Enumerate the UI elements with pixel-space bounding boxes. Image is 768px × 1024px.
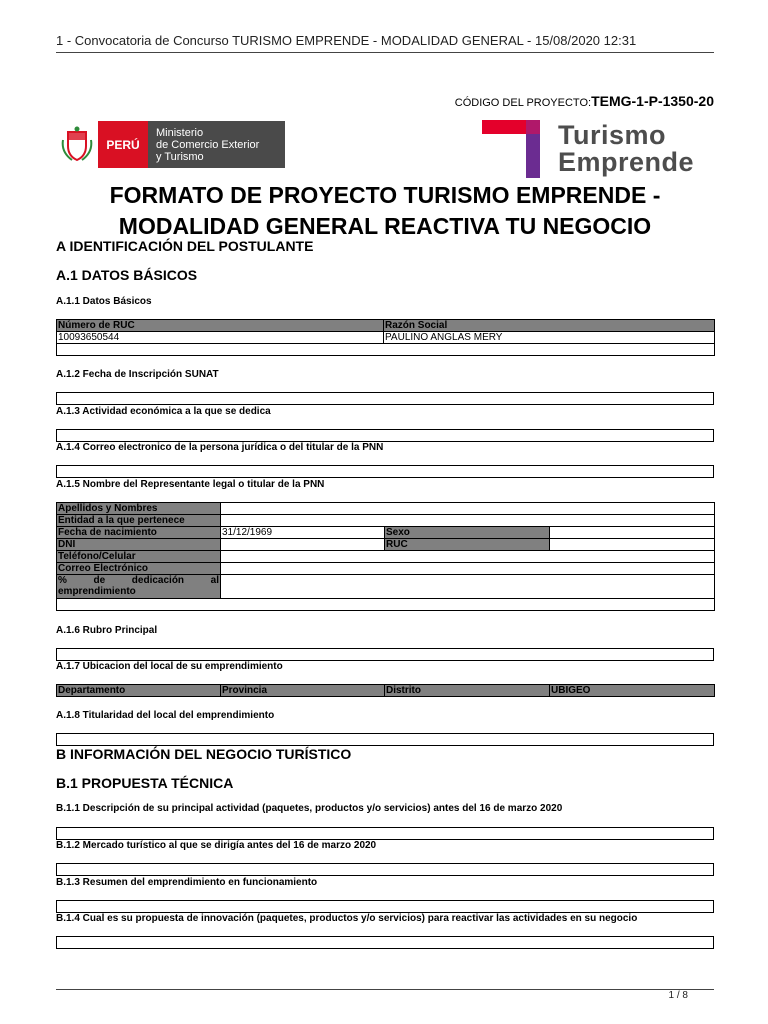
- a15-label: A.1.5 Nombre del Representante legal o titular de la PNN: [56, 479, 325, 490]
- a17-label: A.1.7 Ubicacion del local de su emprendimiento: [56, 661, 283, 672]
- ministry-label: Ministerio de Comercio Exterior y Turismo: [156, 126, 260, 163]
- a12-label: A.1.2 Fecha de Inscripción SUNAT: [56, 369, 219, 380]
- a17-table: [56, 684, 715, 697]
- rep-ruc-header: RUC: [385, 539, 550, 551]
- telefono-header: Teléfono/Celular: [57, 551, 221, 563]
- a14-label: A.1.4 Correo electronico de la persona jurídica o del titular de la PNN: [56, 442, 384, 453]
- page-header: 1 - Convocatoria de Concurso TURISMO EMPRENDE - MODALIDAD GENERAL - 15/08/2020 12:31: [56, 33, 637, 48]
- ruc-value: 10093650544: [57, 332, 384, 344]
- correo-value: [221, 563, 715, 575]
- te-logo-line1: Turismo: [558, 120, 667, 150]
- b12-label: B.1.2 Mercado turístico al que se dirigía antes del 16 de marzo 2020: [56, 840, 377, 851]
- project-code-value: TEMG-1-P-1350-20: [591, 93, 714, 109]
- entidad-header: Entidad a la que pertenece: [57, 515, 221, 527]
- peru-coat-of-arms-icon: [56, 121, 98, 168]
- b13-field: [56, 900, 714, 913]
- te-logo-line2: Emprende: [558, 147, 695, 177]
- empty-row: [57, 344, 715, 356]
- document-title: [56, 180, 714, 242]
- section-b1-heading: B.1 PROPUESTA TÉCNICA: [56, 775, 234, 791]
- section-a-heading: A IDENTIFICACIÓN DEL POSTULANTE: [56, 238, 314, 254]
- a15-table: [56, 502, 715, 611]
- page-number: 1 / 8: [668, 990, 688, 1001]
- a13-field: [56, 429, 714, 442]
- a13-label: A.1.3 Actividad económica a la que se dedica: [56, 406, 271, 417]
- a11-label: A.1.1 Datos Básicos: [56, 296, 152, 307]
- dedicacion-value: [221, 575, 715, 599]
- a11-table: [56, 319, 715, 356]
- apellidos-value: [221, 503, 715, 515]
- dedicacion-header: % de dedicación al emprendimiento: [58, 575, 219, 597]
- apellidos-header: Apellidos y Nombres: [57, 503, 221, 515]
- section-a1-heading: A.1 DATOS BÁSICOS: [56, 267, 198, 283]
- dni-header: DNI: [57, 539, 221, 551]
- entidad-value: [221, 515, 715, 527]
- sexo-value: [550, 527, 715, 539]
- title-line-1: FORMATO DE PROYECTO TURISMO EMPRENDE -: [109, 182, 661, 208]
- ruc-header: Número de RUC: [57, 320, 384, 332]
- empty-row: [57, 599, 715, 611]
- a18-field: [56, 733, 714, 746]
- ubigeo-header: UBIGEO: [550, 685, 715, 697]
- mincetur-logo: [56, 121, 285, 168]
- razon-social-header: Razón Social: [384, 320, 715, 332]
- a14-field: [56, 465, 714, 478]
- provincia-header: Provincia: [221, 685, 385, 697]
- b13-label: B.1.3 Resumen del emprendimiento en funcionamiento: [56, 877, 318, 888]
- project-code-label: CÓDIGO DEL PROYECTO:: [454, 97, 592, 109]
- departamento-header: Departamento: [57, 685, 221, 697]
- fecha-nacimiento-header: Fecha de nacimiento: [57, 527, 221, 539]
- correo-header: Correo Electrónico: [57, 563, 221, 575]
- fecha-nacimiento-value: 31/12/1969: [221, 527, 385, 539]
- project-code: [455, 93, 714, 109]
- header-rule: [56, 52, 714, 53]
- a18-label: A.1.8 Titularidad del local del emprendimiento: [56, 710, 275, 721]
- distrito-header: Distrito: [385, 685, 550, 697]
- a12-field: [56, 392, 714, 405]
- title-line-2: MODALIDAD GENERAL REACTIVA TU NEGOCIO: [118, 213, 652, 239]
- b11-label: B.1.1 Descripción de su principal actividad (paquetes, productos y/o servicios) antes del 16 de marzo 2020: [56, 803, 563, 814]
- dni-value: [221, 539, 385, 551]
- b12-field: [56, 863, 714, 876]
- a16-field: [56, 648, 714, 661]
- a16-label: A.1.6 Rubro Principal: [56, 625, 158, 636]
- peru-label: PERÚ: [98, 121, 148, 168]
- footer-rule: [56, 989, 714, 990]
- turismo-emprende-mark-icon: [482, 120, 544, 180]
- telefono-value: [221, 551, 715, 563]
- b14-label: B.1.4 Cual es su propuesta de innovación (paquetes, productos y/o servicios) para reactivar las actividades en su negocio: [56, 913, 638, 924]
- razon-social-value: PAULINO ANGLAS MERY: [384, 332, 715, 344]
- rep-ruc-value: [550, 539, 715, 551]
- section-b-heading: B INFORMACIÓN DEL NEGOCIO TURÍSTICO: [56, 746, 352, 762]
- turismo-emprende-logo: [482, 118, 714, 182]
- sexo-header: Sexo: [385, 527, 550, 539]
- b11-field: [56, 827, 714, 840]
- b14-field: [56, 936, 714, 949]
